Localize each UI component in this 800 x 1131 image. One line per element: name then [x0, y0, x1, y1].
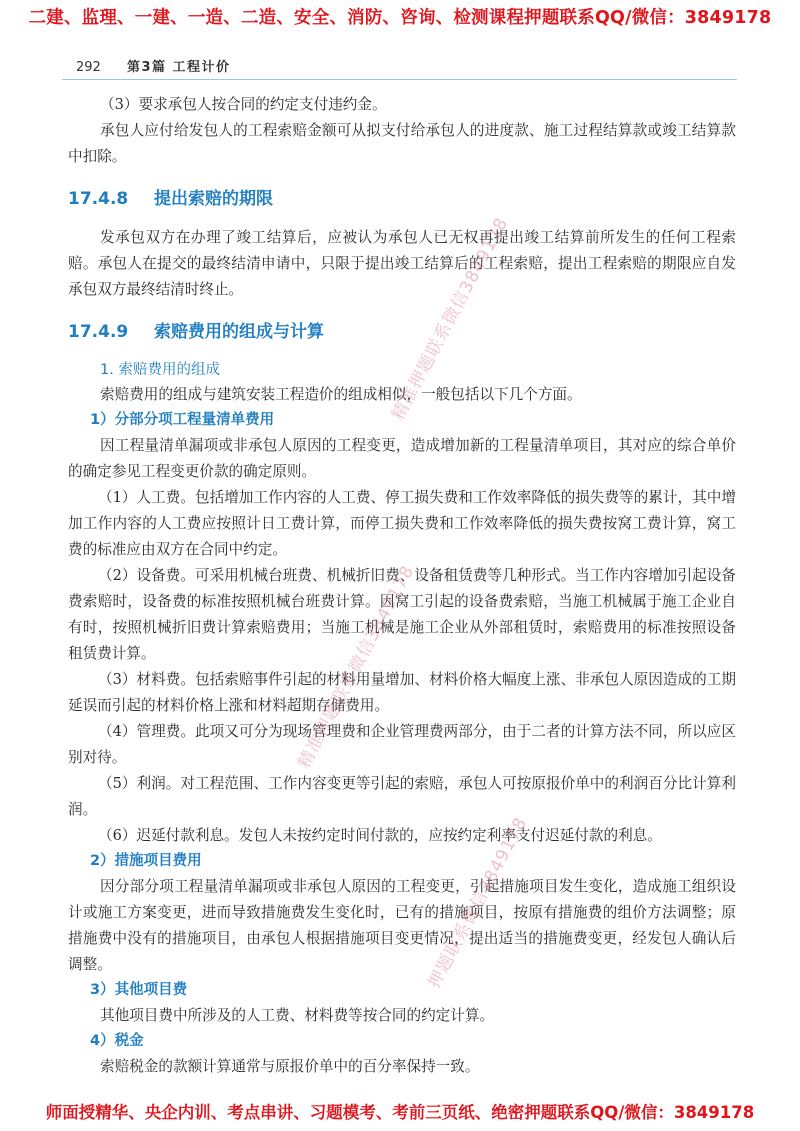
paragraph: 索赔费用的组成与建筑安装工程造价的组成相似，一般包括以下几个方面。: [100, 386, 582, 403]
watermark: 精准押题联系微信3849178: [294, 562, 419, 772]
paragraph: （3）要求承包人按合同的约定支付违约金。: [100, 96, 387, 113]
section-number: 17.4.9: [68, 322, 129, 342]
section-number: 17.4.8: [68, 189, 129, 209]
section-title: 索赔费用的组成与计算: [154, 322, 324, 342]
subheading: 2）措施项目费用: [90, 853, 202, 869]
list-item: （2）设备费。可采用机械台班费、机械折旧费、设备租赁费等几种形式。当工作内容增加引起设备费索赔时，设备费的标准按照机械台班费计算。因窝工引起的设备费索赔，当施工机械属于施工企业自有时，按照机械折旧费计算索赔费用；当施工机械是施工企业从外部租赁时，索赔费用的标准按照设备租赁费计算。: [68, 567, 736, 662]
header-rule: [62, 79, 737, 80]
paragraph: 索赔税金的款额计算通常与原报价单中的百分率保持一致。: [100, 1058, 480, 1075]
paragraph: 承包人应付给发包人的工程索赔金额可从拟支付给承包人的进度款、施工过程结算款或竣工结算款中扣除。: [68, 122, 736, 165]
list-item: （1）人工费。包括增加工作内容的人工费、停工损失费和工作效率降低的损失费等的累计，其中增加工作内容的人工费应按照计日工费计算，而停工损失费和工作效率降低的损失费按窝工费计算，窝工费的标准应由双方在合同中约定。: [68, 489, 736, 558]
watermark: 押题联系微信3849178: [424, 813, 532, 992]
running-header: [76, 56, 726, 75]
top-promo-banner: 二建、监理、一建、一造、二造、安全、消防、咨询、检测课程押题联系QQ/微信：3849178: [28, 8, 772, 28]
subheading: 3）其他项目费: [90, 982, 188, 998]
list-item: （6）迟延付款利息。发包人未按约定时间付款的，应按约定利率支付迟延付款的利息。: [98, 827, 662, 844]
paragraph: 发承包双方在办理了竣工结算后，应被认为承包人已无权再提出竣工结算前所发生的任何工程索赔。承包人在提交的最终结清申请中，只限于提出竣工结算后的工程索赔，提出工程索赔的期限应自发承包双方最终结清时终止。: [68, 229, 736, 298]
paragraph: 因分部分项工程量清单漏项或非承包人原因的工程变更，引起措施项目发生变化，造成施工组织设计或施工方案变更，进而导致措施费发生变化时，已有的措施项目，按原有措施费的组价方法调整；原措施费中没有的措施项目，由承包人根据措施项目变更情况，提出适当的措施费变更，经发包人确认后调整。: [68, 878, 736, 973]
subheading: 1. 索赔费用的组成: [100, 362, 220, 378]
list-item: （4）管理费。此项又可分为现场管理费和企业管理费两部分，由于二者的计算方法不同，所以应区别对待。: [68, 723, 736, 766]
section-title: 提出索赔的期限: [154, 189, 273, 209]
page-number: 292: [76, 60, 101, 75]
subheading: 4）税金: [90, 1033, 144, 1049]
list-item: （5）利润。对工程范围、工作内容变更等引起的索赔，承包人可按原报价单中的利润百分比计算利润。: [68, 775, 736, 818]
watermark: 精准押题联系微信3849178: [388, 214, 513, 424]
chapter-title: 第3篇 工程计价: [126, 60, 231, 75]
paragraph: 因工程量清单漏项或非承包人原因的工程变更，造成增加新的工程量清单项目，其对应的综合单价的确定参见工程变更价款的确定原则。: [68, 437, 736, 480]
subheading: 1）分部分项工程量清单费用: [90, 412, 275, 428]
section-heading-17-4-8: [68, 184, 736, 209]
section-heading-17-4-9: [68, 317, 736, 342]
paragraph: 其他项目费中所涉及的人工费、材料费等按合同的约定计算。: [100, 1007, 495, 1024]
list-item: （3）材料费。包括索赔事件引起的材料用量增加、材料价格大幅度上涨、非承包人原因造成的工期延误而引起的材料价格上涨和材料超期存储费用。: [68, 671, 736, 714]
bottom-promo-banner: 师面授精华、央企内训、考点串讲、习题模考、考前三页纸、绝密押题联系QQ/微信：3849178: [45, 1103, 755, 1122]
